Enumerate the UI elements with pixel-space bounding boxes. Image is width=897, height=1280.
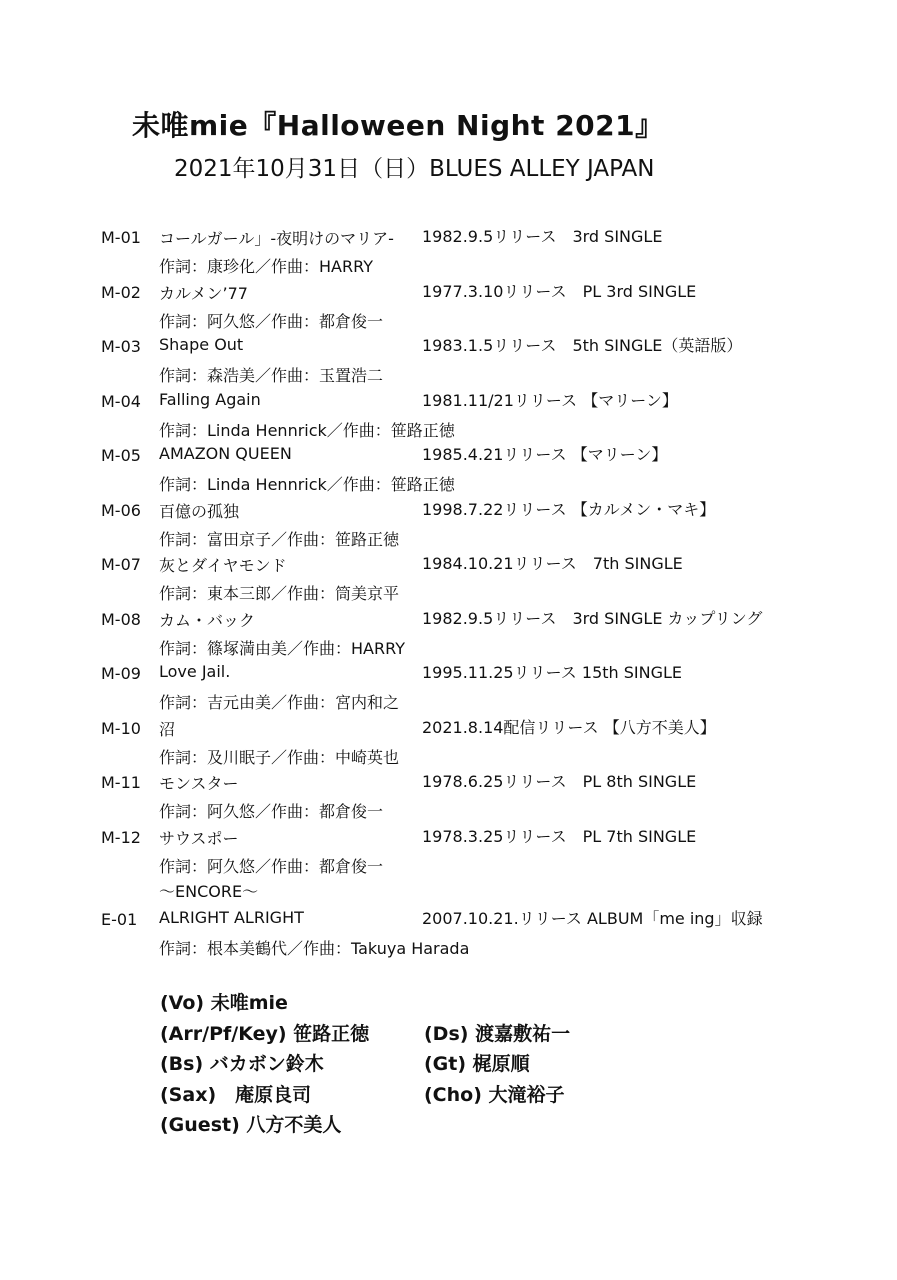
encore-divider <box>0 876 897 904</box>
song-title: 灰とダイヤモンド <box>159 556 287 575</box>
member-list <box>160 988 720 1141</box>
member-chorus: (Cho) 大滝裕子 <box>424 1083 565 1106</box>
event-date-venue: 2021年10月31日（日）BLUES ALLEY JAPAN <box>174 156 655 182</box>
song-credit: 作詞：及川眠子／作曲：中崎英也 <box>159 747 400 767</box>
song-number: M-11 <box>101 773 141 792</box>
member-sax: (Sax) 庵原良司 <box>160 1083 312 1106</box>
song-title: Shape Out <box>159 335 244 354</box>
song-release: 1977.3.10リリース PL 3rd SINGLE <box>422 281 697 301</box>
song-title: Love Jail. <box>159 662 231 681</box>
setlist <box>0 222 897 959</box>
setlist-row <box>0 604 897 659</box>
song-release: 2007.10.21.リリース ALBUM「me ing」収録 <box>422 909 763 928</box>
song-title: サウスポー <box>159 828 239 848</box>
song-release: 1998.7.22リリース 【カルメン・マキ】 <box>422 499 716 519</box>
song-number: M-02 <box>101 282 141 302</box>
song-release: 1985.4.21リリース 【マリーン】 <box>422 445 668 464</box>
song-title: カルメン’77 <box>159 283 248 303</box>
song-credit: 作詞：根本美鶴代／作曲：Takuya Harada <box>159 939 470 958</box>
member-row <box>160 988 720 1019</box>
song-title: 百億の孤独 <box>159 501 240 521</box>
song-release: 1982.9.5リリース 3rd SINGLE <box>422 227 663 246</box>
song-credit: 作詞：康珍化／作曲：HARRY <box>159 257 373 276</box>
song-release: 1978.3.25リリース PL 7th SINGLE <box>422 826 697 846</box>
song-number: M-04 <box>101 391 141 411</box>
song-number: M-06 <box>101 500 141 520</box>
song-title: ALRIGHT ALRIGHT <box>159 908 304 927</box>
song-release: 2021.8.14配信リリース 【八方不美人】 <box>422 717 716 737</box>
song-release: 1981.11/21リリース 【マリーン】 <box>422 390 678 410</box>
setlist-row <box>0 440 897 495</box>
member-arranger: (Arr/Pf/Key) 笹路正徳 <box>160 1022 370 1045</box>
song-credit: 作詞：吉元由美／作曲：宮内和之 <box>159 693 400 712</box>
setlist-row <box>0 331 897 386</box>
song-title: AMAZON QUEEN <box>159 444 292 463</box>
song-number: E-01 <box>101 910 138 929</box>
member-row <box>160 1049 720 1080</box>
song-number: M-12 <box>101 827 141 847</box>
setlist-row <box>0 222 897 277</box>
setlist-row <box>0 822 897 877</box>
song-title: 沼 <box>159 719 176 739</box>
song-credit: 作詞：Linda Hennrick／作曲：笹路正徳 <box>159 475 455 494</box>
song-credit: 作詞：東本三郎／作曲：筒美京平 <box>159 584 400 603</box>
setlist-row <box>0 904 897 959</box>
member-guest: (Guest) 八方不美人 <box>160 1114 342 1136</box>
setlist-row <box>0 767 897 822</box>
setlist-row <box>0 386 897 441</box>
song-title: モンスター <box>159 774 239 793</box>
song-number: M-03 <box>101 337 141 356</box>
setlist-row <box>0 713 897 768</box>
setlist-row <box>0 658 897 713</box>
song-release: 1984.10.21リリース 7th SINGLE <box>422 554 683 573</box>
member-guitar: (Gt) 梶原順 <box>424 1053 530 1075</box>
song-credit: 作詞：富田京子／作曲：笹路正徳 <box>159 529 400 549</box>
member-row <box>160 1019 720 1050</box>
song-number: M-05 <box>101 446 141 465</box>
song-title: Falling Again <box>159 389 261 409</box>
song-release: 1983.1.5リリース 5th SINGLE（英語版） <box>422 336 743 355</box>
song-credit: 作詞：阿久悠／作曲：都倉俊一 <box>159 856 384 876</box>
song-release: 1978.6.25リリース PL 8th SINGLE <box>422 772 697 791</box>
song-release: 1982.9.5リリース 3rd SINGLE カップリング <box>422 608 763 628</box>
song-credit: 作詞：阿久悠／作曲：都倉俊一 <box>159 311 384 331</box>
member-drums: (Ds) 渡嘉敷祐一 <box>424 1022 571 1045</box>
member-vocal: (Vo) 未唯mie <box>160 992 288 1014</box>
setlist-row <box>0 495 897 550</box>
song-release: 1995.11.25リリース 15th SINGLE <box>422 663 683 682</box>
member-row <box>160 1110 720 1141</box>
setlist-row <box>0 277 897 332</box>
song-number: M-07 <box>101 555 141 574</box>
song-title: コールガール」-夜明けのマリア- <box>159 229 394 248</box>
setlist-row <box>0 549 897 604</box>
song-credit: 作詞：森浩美／作曲：玉置浩二 <box>159 366 384 385</box>
page-title: 未唯mie『Halloween Night 2021』 <box>132 109 664 142</box>
song-number: M-09 <box>101 664 141 683</box>
song-number: M-08 <box>101 609 141 629</box>
encore-label: ～ENCORE～ <box>159 882 259 901</box>
song-number: M-10 <box>101 718 141 738</box>
song-credit: 作詞：篠塚満由美／作曲：HARRY <box>159 638 405 658</box>
song-credit: 作詞：阿久悠／作曲：都倉俊一 <box>159 802 384 821</box>
member-bass: (Bs) バカボン鈴木 <box>160 1053 324 1075</box>
song-number: M-01 <box>101 228 141 247</box>
member-row <box>160 1080 720 1111</box>
song-title: カム・バック <box>159 610 256 630</box>
song-credit: 作詞：Linda Hennrick／作曲：笹路正徳 <box>159 420 455 440</box>
